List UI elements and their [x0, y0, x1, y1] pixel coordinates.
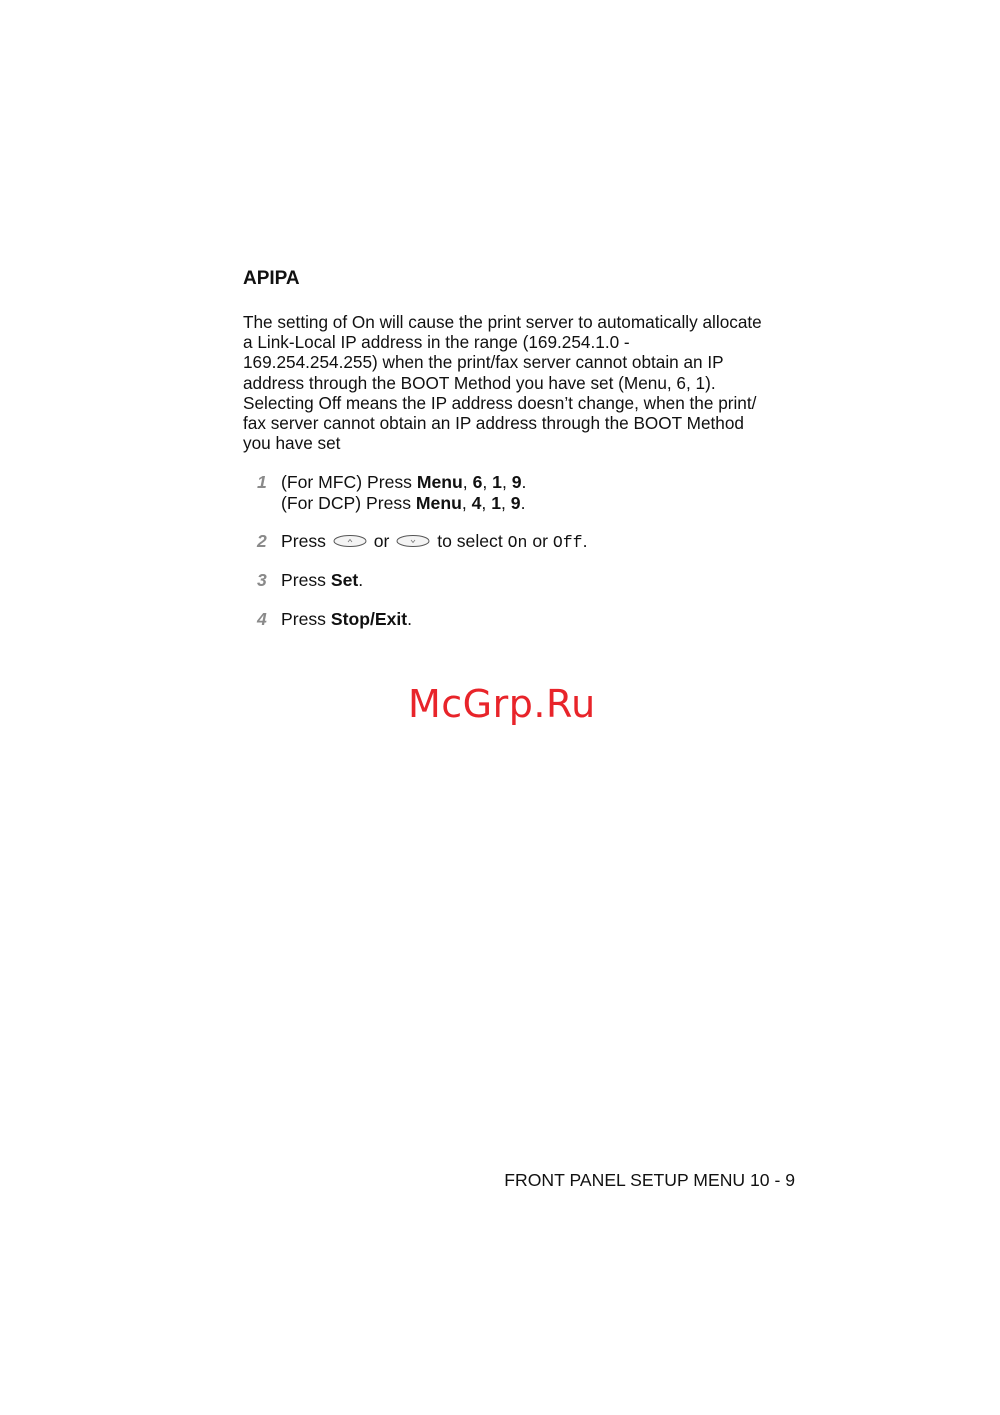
set-key-label: Set — [330, 570, 359, 590]
step-text: or — [373, 531, 390, 551]
page-footer: FRONT PANEL SETUP MENU 10 - 9 — [504, 1170, 795, 1190]
paragraph-line: address through the BOOT Method you have set (Menu, 6, 1). — [243, 372, 716, 393]
paragraph-line: fax server cannot obtain an IP address through the BOOT Method — [243, 413, 744, 434]
key-label: 4 — [471, 493, 482, 513]
period: . — [407, 609, 413, 629]
step-text: Press — [281, 570, 331, 590]
step-body — [281, 531, 587, 553]
period: . — [582, 531, 588, 551]
step-body — [281, 472, 526, 514]
step-number: 2 — [257, 531, 267, 551]
key-label: 9 — [511, 472, 522, 492]
paragraph-line: 169.254.254.255) when the print/fax server cannot obtain an IP — [243, 352, 724, 373]
period: . — [358, 570, 364, 590]
period: . — [520, 493, 526, 513]
option-on: On — [507, 533, 528, 552]
paragraph-line: The setting of On will cause the print server to automatically allocate — [243, 312, 762, 332]
key-label: 1 — [492, 472, 502, 492]
key-label: 1 — [491, 493, 501, 513]
step-text: Press — [281, 531, 326, 551]
section-heading: APIPA — [243, 268, 300, 289]
separator: , — [462, 472, 473, 492]
step-body — [281, 609, 412, 630]
stop-exit-key-label: Stop/Exit — [330, 609, 408, 629]
step-text: (For DCP) Press — [281, 493, 416, 513]
up-arrow-key-icon — [333, 534, 367, 548]
step-1-dcp-line — [281, 493, 526, 514]
step-text: (For MFC) Press — [281, 472, 417, 492]
step-number: 4 — [257, 609, 267, 629]
separator: , — [482, 472, 493, 492]
step-number: 3 — [257, 570, 267, 590]
separator: , — [481, 493, 492, 513]
separator: , — [501, 493, 511, 513]
step-number: 1 — [257, 472, 267, 492]
down-arrow-key-icon — [396, 534, 430, 548]
step-text: to select — [437, 531, 503, 551]
paragraph-line: you have set — [243, 433, 341, 454]
menu-key-label: Menu — [416, 472, 463, 492]
paragraph-line: Selecting Off means the IP address doesn’t change, when the print/ — [243, 392, 757, 413]
separator: , — [501, 472, 512, 492]
step-text: Press — [281, 609, 331, 629]
separator: , — [461, 493, 472, 513]
watermark: McGrp.Ru — [408, 682, 596, 726]
key-label: 6 — [472, 472, 483, 492]
menu-key-label: Menu — [415, 493, 462, 513]
step-body — [281, 570, 363, 591]
option-off: Off — [552, 533, 583, 552]
step-text: or — [532, 531, 548, 551]
paragraph-line: a Link-Local IP address in the range (169.254.1.0 - — [243, 332, 630, 353]
step-1-mfc-line — [281, 472, 526, 493]
apipa-description — [243, 312, 803, 453]
key-label: 9 — [510, 493, 521, 513]
period: . — [521, 472, 527, 492]
